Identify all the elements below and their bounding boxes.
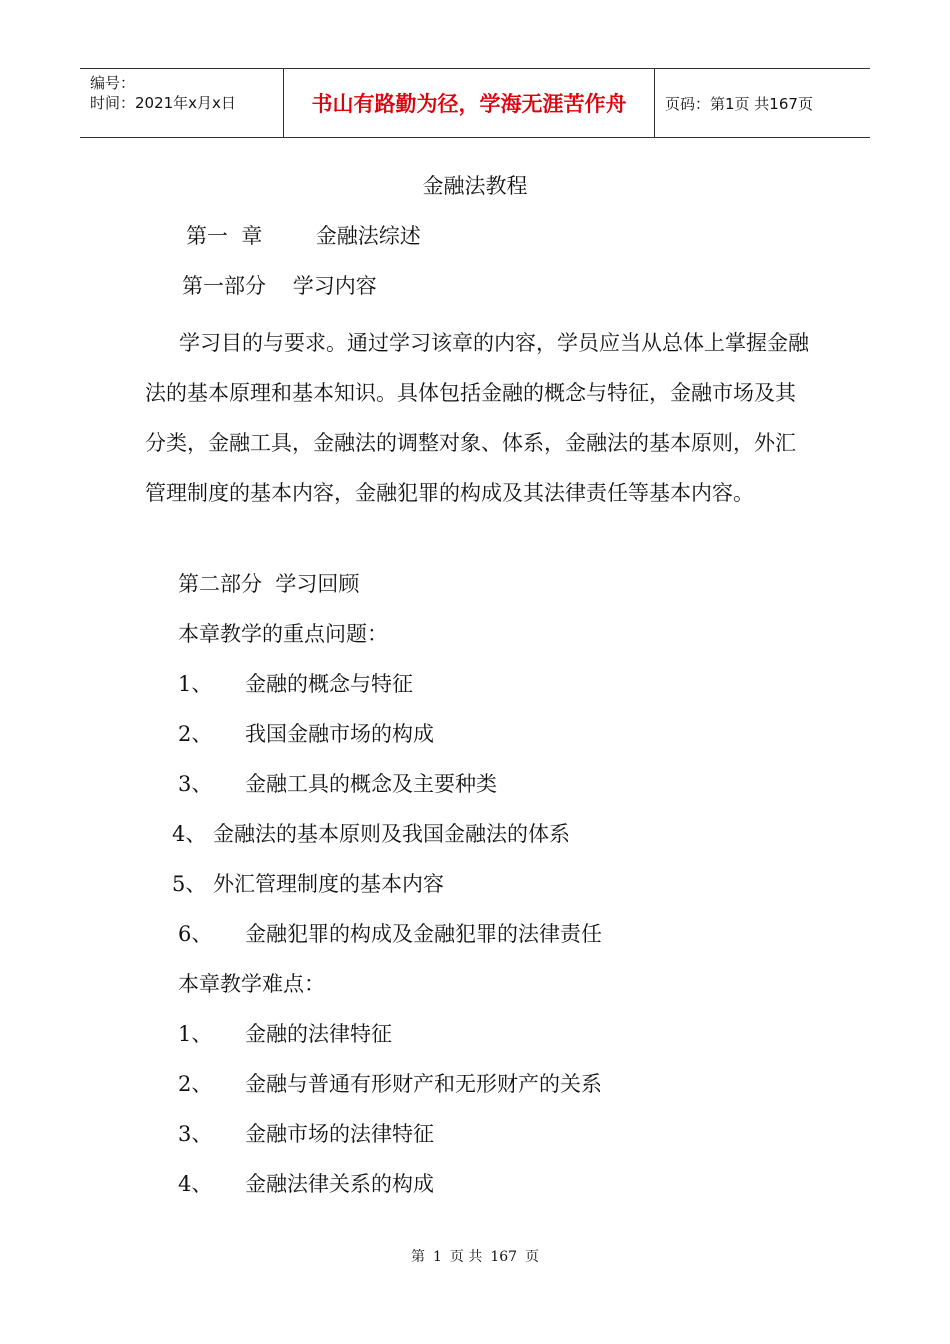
chapter-heading: 第一 章 金融法综述 (186, 224, 421, 248)
key-item-text: 我国金融市场的构成 (245, 722, 434, 746)
header-page-info: 页码：第1页 共167页 (665, 94, 813, 113)
key-item-num: 4、 (172, 822, 207, 846)
key-item-text: 金融工具的概念及主要种类 (245, 772, 497, 796)
time-label: 时间：2021年x月x日 (90, 94, 236, 112)
key-item-text: 金融法的基本原则及我国金融法的体系 (213, 822, 570, 846)
intro-text: 学习目的与要求。通过学习该章的内容，学员应当从总体上掌握金融法的基本原理和基本知识。具体包括金融的概念与特征，金融市场及其分类，金融工具，金融法的调整对象、体系，金融法的基本原则，外汇管理制度的基本内容，金融犯罪的构成及其法律责任等基本内容。 (145, 331, 809, 505)
footer-mid: 页 共 (449, 1249, 483, 1265)
difficult-item-text: 金融法律关系的构成 (245, 1172, 434, 1196)
key-item-num: 2、 (178, 722, 213, 746)
key-item-text: 金融犯罪的构成及金融犯罪的法律责任 (245, 922, 602, 946)
header-meta (80, 69, 283, 137)
difficult-heading: 本章教学难点： (178, 972, 325, 996)
difficult-item-num: 3、 (178, 1122, 213, 1146)
difficult-item-text: 金融与普通有形财产和无形财产的关系 (245, 1072, 602, 1096)
difficult-item-num: 4、 (178, 1172, 213, 1196)
key-item-num: 6、 (178, 922, 213, 946)
header-motto: 书山有路勤为径，学海无涯苦作舟 (283, 69, 655, 137)
key-item-text: 外汇管理制度的基本内容 (213, 872, 444, 896)
key-item-text: 金融的概念与特征 (245, 672, 413, 696)
footer-page-number: 1 (432, 1249, 442, 1265)
key-item-num: 1、 (178, 672, 213, 696)
key-item-num: 5、 (172, 872, 207, 896)
key-heading: 本章教学的重点问题： (178, 622, 388, 646)
difficult-item-num: 2、 (178, 1072, 213, 1096)
part2-heading: 第二部分 学习回顾 (178, 572, 360, 596)
difficult-item-text: 金融的法律特征 (245, 1022, 392, 1046)
page-header (80, 68, 870, 138)
footer-total-pages: 167 (490, 1249, 518, 1265)
part1-heading: 第一部分 学习内容 (182, 274, 377, 298)
difficult-item-num: 1、 (178, 1022, 213, 1046)
key-item-num: 3、 (178, 772, 213, 796)
page-footer (0, 1246, 950, 1266)
intro-paragraph (145, 318, 810, 518)
footer-prefix: 第 (410, 1249, 425, 1265)
doc-title: 金融法教程 (422, 174, 528, 198)
code-label: 编号： (90, 74, 136, 92)
footer-suffix: 页 (525, 1249, 540, 1265)
difficult-item-text: 金融市场的法律特征 (245, 1122, 434, 1146)
